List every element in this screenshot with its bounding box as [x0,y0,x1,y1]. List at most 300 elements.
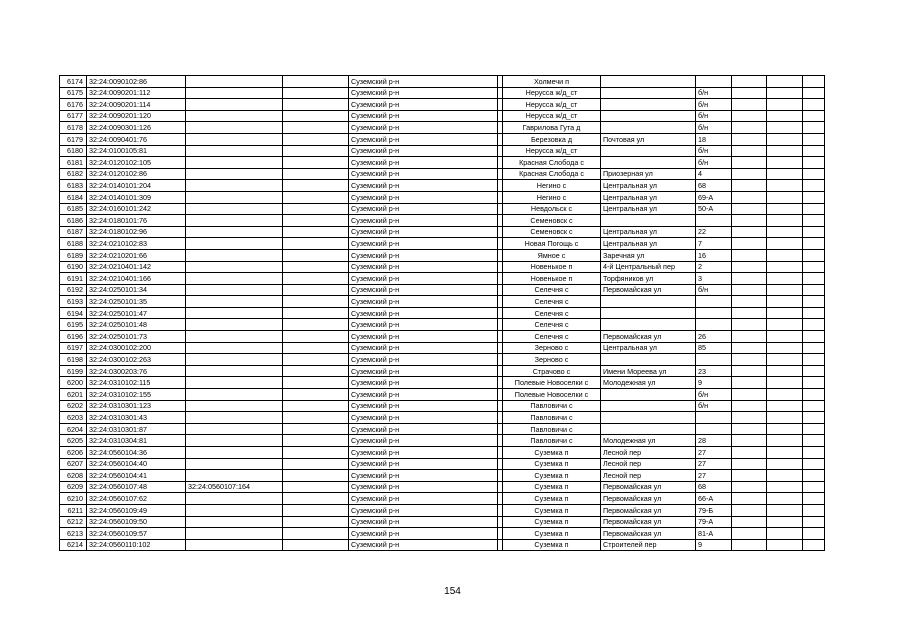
table-cell: 32:24:0180101:76 [87,215,186,227]
table-cell [601,157,696,169]
table-cell [186,145,283,157]
table-cell: Новенькое п [503,273,601,285]
table-cell: Первомайская ул [601,528,696,540]
table-cell [283,319,349,331]
table-cell: 22 [696,226,732,238]
table-cell [186,191,283,203]
table-cell: 6182 [60,168,87,180]
table-cell [732,435,767,447]
table-cell: 6192 [60,284,87,296]
table-cell [283,215,349,227]
table-cell [767,377,803,389]
table-cell [767,226,803,238]
table-cell: 6185 [60,203,87,215]
table-cell [767,261,803,273]
table-cell: 32:24:0140101:309 [87,191,186,203]
table-cell: Заречная ул [601,249,696,261]
table-row [60,539,825,551]
table-row [60,99,825,111]
table-cell: Суземский р-н [349,528,498,540]
table-cell [601,296,696,308]
table-cell: Лесной пер [601,470,696,482]
table-cell: 32:24:0090401:76 [87,133,186,145]
table-cell: Центральная ул [601,180,696,192]
table-cell: 7 [696,238,732,250]
table-cell: 27 [696,458,732,470]
table-cell [803,110,825,122]
table-row [60,87,825,99]
table-cell [767,412,803,424]
table-cell [803,296,825,308]
table-cell [732,249,767,261]
table-cell: 6194 [60,307,87,319]
table-cell: 79-А [696,516,732,528]
table-cell [283,493,349,505]
table-cell [283,273,349,285]
table-cell: Суземский р-н [349,133,498,145]
table-cell [283,133,349,145]
table-cell [186,470,283,482]
table-cell: б/н [696,145,732,157]
table-cell [283,504,349,516]
table-cell: 32:24:0560109:57 [87,528,186,540]
table-cell [732,377,767,389]
table-cell: 6201 [60,389,87,401]
table-cell [283,539,349,551]
table-cell: 23 [696,365,732,377]
table-cell [732,342,767,354]
table-row [60,458,825,470]
table-cell [767,493,803,505]
table-cell: 69-А [696,191,732,203]
table-cell: 6196 [60,331,87,343]
table-cell [767,180,803,192]
table-cell: Павловичи с [503,435,601,447]
table-cell: б/н [696,110,732,122]
table-row [60,331,825,343]
table-cell: Суземка п [503,458,601,470]
table-cell [767,249,803,261]
table-cell [186,504,283,516]
table-row [60,168,825,180]
table-row [60,342,825,354]
table-cell: Суземский р-н [349,226,498,238]
table-cell [767,447,803,459]
table-cell [283,470,349,482]
table-cell [803,215,825,227]
table-cell [732,481,767,493]
table-cell: Суземский р-н [349,249,498,261]
table-cell [186,133,283,145]
table-cell [601,87,696,99]
table-cell: Первомайская ул [601,481,696,493]
table-cell [696,412,732,424]
table-row [60,528,825,540]
table-cell: 32:24:0100105:81 [87,145,186,157]
table-cell: Полевые Новоселки с [503,377,601,389]
table-cell [186,447,283,459]
table-row [60,273,825,285]
table-cell [186,122,283,134]
table-row [60,493,825,505]
table-cell: Нерусса ж/д_ст [503,99,601,111]
table-cell [803,504,825,516]
table-cell: 32:24:0250101:35 [87,296,186,308]
table-cell [767,133,803,145]
table-cell: Суземский р-н [349,99,498,111]
table-cell [767,365,803,377]
table-cell: 27 [696,447,732,459]
table-cell: 32:24:0300102:200 [87,342,186,354]
table-cell: Холмечи п [503,76,601,88]
table-cell: Приозерная ул [601,168,696,180]
table-cell [283,122,349,134]
table-cell [803,470,825,482]
table-cell: 28 [696,435,732,447]
table-cell: Суземский р-н [349,412,498,424]
table-cell: Суземский р-н [349,539,498,551]
table-cell: 9 [696,539,732,551]
table-cell: Центральная ул [601,191,696,203]
table-cell: Лесной пер [601,447,696,459]
table-cell: 32:24:0090102:86 [87,76,186,88]
table-row [60,157,825,169]
table-cell: Молодежная ул [601,377,696,389]
table-cell [803,168,825,180]
table-cell: 9 [696,377,732,389]
table-cell [803,145,825,157]
table-cell [186,342,283,354]
table-cell: Суземский р-н [349,400,498,412]
table-cell [186,458,283,470]
table-cell: Павловичи с [503,400,601,412]
table-cell [283,354,349,366]
table-cell: Красная Слобода с [503,168,601,180]
table-row [60,133,825,145]
table-cell: 32:24:0210401:142 [87,261,186,273]
table-cell [283,203,349,215]
table-cell [803,447,825,459]
table-cell: 6176 [60,99,87,111]
table-cell [283,423,349,435]
table-cell [803,354,825,366]
table-cell: Негино с [503,180,601,192]
table-cell [767,157,803,169]
table-cell: Зерново с [503,342,601,354]
table-cell: 50-А [696,203,732,215]
table-cell: 6205 [60,435,87,447]
table-cell [767,342,803,354]
table-cell: 32:24:0210401:166 [87,273,186,285]
table-cell [803,157,825,169]
table-cell: б/н [696,400,732,412]
table-cell [803,307,825,319]
table-cell: 79-Б [696,504,732,516]
table-cell [186,493,283,505]
table-cell: Суземский р-н [349,203,498,215]
table-cell: 27 [696,470,732,482]
table-body [60,76,825,551]
table-cell [601,319,696,331]
table-cell: Красная Слобода с [503,157,601,169]
table-cell: Суземский р-н [349,319,498,331]
table-cell: Новенькое п [503,261,601,273]
table-cell: Суземка п [503,493,601,505]
table-row [60,435,825,447]
table-row [60,307,825,319]
table-cell: Суземский р-н [349,215,498,227]
table-cell [283,249,349,261]
table-cell [732,226,767,238]
table-cell [283,377,349,389]
table-cell [767,504,803,516]
table-cell [732,493,767,505]
table-cell [803,458,825,470]
table-cell: 6203 [60,412,87,424]
table-cell [803,87,825,99]
table-cell [283,331,349,343]
table-cell: 32:24:0560104:41 [87,470,186,482]
table-cell [283,307,349,319]
table-cell [283,157,349,169]
table-cell [186,203,283,215]
registry-table [59,75,825,551]
table-cell [767,319,803,331]
table-cell: 32:24:0090201:112 [87,87,186,99]
table-cell [732,157,767,169]
table-cell [803,261,825,273]
table-row [60,261,825,273]
table-cell [696,307,732,319]
table-cell [696,296,732,308]
table-cell: Нерусса ж/д_ст [503,87,601,99]
table-cell [732,528,767,540]
table-cell [186,168,283,180]
table-cell [732,307,767,319]
table-cell [696,76,732,88]
table-cell [283,458,349,470]
table-cell: Суземский р-н [349,87,498,99]
table-cell [803,331,825,343]
table-cell: Суземский р-н [349,191,498,203]
table-cell [803,412,825,424]
table-cell [767,296,803,308]
table-cell: Полевые Новоселки с [503,389,601,401]
table-cell: 6199 [60,365,87,377]
table-cell [283,528,349,540]
table-cell [767,516,803,528]
table-cell: 32:24:0120102:86 [87,168,186,180]
table-cell: Селечня с [503,296,601,308]
table-cell: 2 [696,261,732,273]
table-row [60,249,825,261]
table-cell: 6174 [60,76,87,88]
table-cell: 6183 [60,180,87,192]
table-cell [803,249,825,261]
table-cell: Суземка п [503,539,601,551]
table-cell: 32:24:0210102:83 [87,238,186,250]
table-cell [186,157,283,169]
table-cell [767,539,803,551]
table-cell [601,389,696,401]
table-cell: 32:24:0090201:114 [87,99,186,111]
table-cell [283,481,349,493]
table-cell: Суземка п [503,528,601,540]
table-cell: Суземский р-н [349,284,498,296]
table-cell: Суземка п [503,504,601,516]
table-cell: 32:24:0560104:36 [87,447,186,459]
table-cell [803,539,825,551]
table-row [60,110,825,122]
table-cell: 6189 [60,249,87,261]
table-row [60,180,825,192]
table-cell [767,389,803,401]
table-cell [283,261,349,273]
table-row [60,504,825,516]
table-cell [732,365,767,377]
table-cell: Суземский р-н [349,504,498,516]
table-cell [767,400,803,412]
table-cell [732,145,767,157]
table-cell [803,400,825,412]
table-cell [767,331,803,343]
table-cell [767,435,803,447]
table-cell: Павловичи с [503,412,601,424]
table-cell: 85 [696,342,732,354]
table-cell: 32:24:0310301:123 [87,400,186,412]
table-row [60,389,825,401]
table-cell [283,412,349,424]
table-cell [186,331,283,343]
table-cell [767,191,803,203]
table-cell [767,110,803,122]
table-cell: Суземский р-н [349,168,498,180]
table-cell [283,110,349,122]
table-cell: 68 [696,481,732,493]
table-cell [186,365,283,377]
table-cell: 32:24:0310301:43 [87,412,186,424]
table-cell: 6175 [60,87,87,99]
table-cell [767,354,803,366]
table-cell: Гаврилова Гута д [503,122,601,134]
table-cell [732,389,767,401]
table-cell: Суземский р-н [349,110,498,122]
table-cell [186,435,283,447]
table-cell: 81-А [696,528,732,540]
table-cell [767,470,803,482]
table-cell [803,389,825,401]
table-cell [732,458,767,470]
table-cell: Суземский р-н [349,307,498,319]
table-cell [732,133,767,145]
table-cell: 32:24:0560107:62 [87,493,186,505]
table-cell: Суземский р-н [349,354,498,366]
table-cell [803,319,825,331]
table-cell [803,377,825,389]
table-cell [803,238,825,250]
table-cell: 32:24:0310102:115 [87,377,186,389]
table-cell: б/н [696,122,732,134]
table-cell [283,389,349,401]
table-cell: 26 [696,331,732,343]
table-cell: 32:24:0090201:120 [87,110,186,122]
table-cell [696,319,732,331]
table-cell: Первомайская ул [601,516,696,528]
table-cell: Первомайская ул [601,504,696,516]
table-cell: 6177 [60,110,87,122]
table-cell: 32:24:0210201:66 [87,249,186,261]
table-cell: Страчово с [503,365,601,377]
table-cell: 6214 [60,539,87,551]
table-cell: Первомайская ул [601,284,696,296]
table-cell: Павловичи с [503,423,601,435]
table-cell [283,284,349,296]
table-cell: Суземский р-н [349,157,498,169]
table-row [60,470,825,482]
table-row [60,191,825,203]
table-cell: Суземский р-н [349,458,498,470]
table-cell: Невдольск с [503,203,601,215]
table-cell: Первомайская ул [601,331,696,343]
table-cell [732,122,767,134]
table-cell [803,273,825,285]
table-cell [601,145,696,157]
table-cell: Лесной пер [601,458,696,470]
table-cell [732,273,767,285]
table-cell [601,122,696,134]
table-cell [732,412,767,424]
table-cell: 32:24:0310301:87 [87,423,186,435]
table-cell [186,423,283,435]
table-cell: 32:24:0250101:34 [87,284,186,296]
table-cell [186,273,283,285]
table-cell [186,412,283,424]
table-cell [803,516,825,528]
table-cell [732,168,767,180]
table-cell: 6209 [60,481,87,493]
table-cell [803,180,825,192]
table-cell [732,354,767,366]
table-cell: 32:24:0180102:96 [87,226,186,238]
table-row [60,215,825,227]
table-cell [283,365,349,377]
table-cell: Суземский р-н [349,296,498,308]
table-cell: Суземский р-н [349,389,498,401]
table-cell [732,423,767,435]
table-cell [732,539,767,551]
table-cell [186,319,283,331]
table-row [60,319,825,331]
table-cell: Семеновск с [503,226,601,238]
table-cell [767,423,803,435]
table-cell [732,87,767,99]
table-cell: б/н [696,157,732,169]
table-cell [767,307,803,319]
table-cell: Суземский р-н [349,180,498,192]
table-cell: 6193 [60,296,87,308]
table-cell [732,400,767,412]
table-cell [767,76,803,88]
table-cell [601,76,696,88]
table-cell [732,238,767,250]
table-row [60,516,825,528]
table-cell [803,76,825,88]
table-row [60,203,825,215]
table-cell: Имени Мореева ул [601,365,696,377]
table-cell [732,76,767,88]
table-cell: Суземский р-н [349,365,498,377]
table-cell: 32:24:0560109:49 [87,504,186,516]
